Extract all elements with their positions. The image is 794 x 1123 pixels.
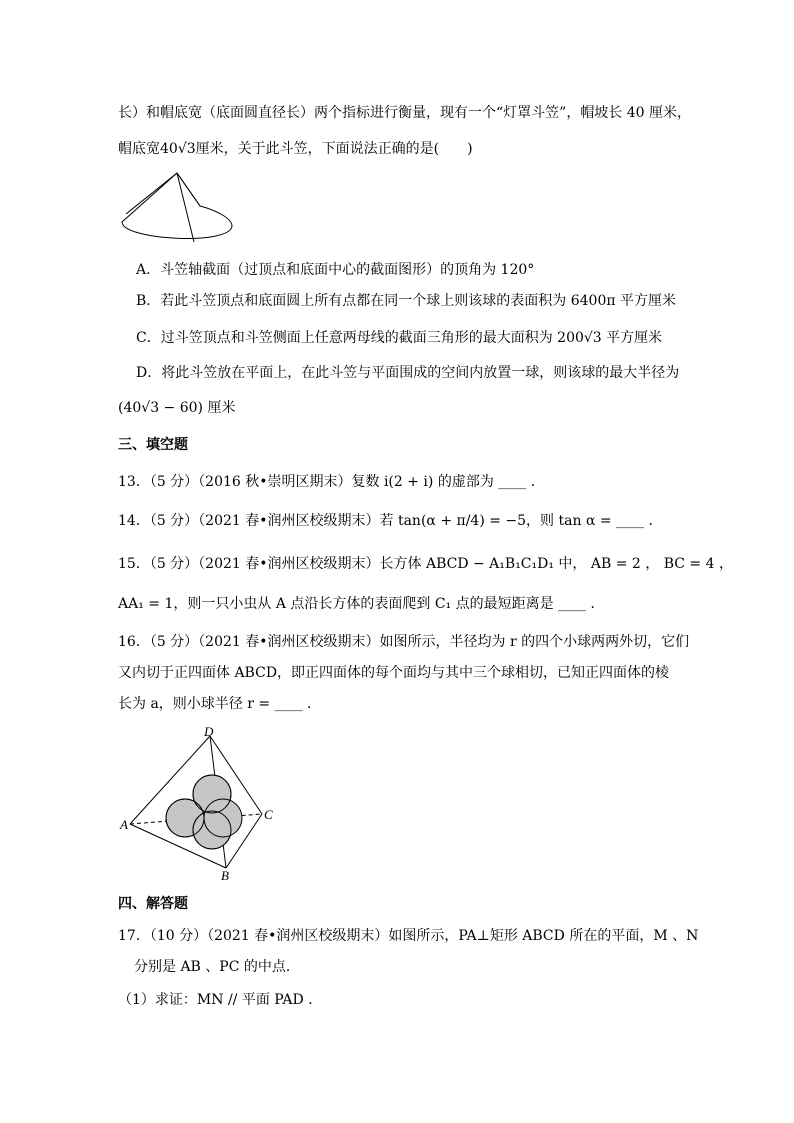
q16-line-2: 又内切于正四面体 ABCD，即正四面体的每个面均与其中三个球相切，已知正四面体的棱 [118,665,670,681]
vertex-label-c: C [264,807,273,822]
q17-line-1: 17．（10 分）（2021 春•润州区校级期末）如图所示，PA⊥矩形 ABCD 所在的平面，M 、N [118,928,699,944]
q15-line-1: 15．（5 分）（2021 春•润州区校级期末）长方体 ABCD − A₁B₁C₁D₁ 中， AB = 2 ， BC = 4 ， [118,556,733,572]
q17-part-1: （1）求证：MN // 平面 PAD ． [118,992,323,1008]
q13: 13．（5 分）（2016 秋•崇明区期末）复数 i(2 + i) 的虚部为 ____ ． [118,474,545,490]
q15-line-2: AA₁ = 1，则一只小虫从 A 点沿长方体的表面爬到 C₁ 点的最短距离是 ____ ． [118,596,605,612]
cone-figure [120,170,240,250]
vertex-label-d: D [204,724,214,739]
q14: 14．（5 分）（2021 春•润州区校级期末）若 tan(α + π/4) = −5，则 tan α = ____ ． [118,513,663,529]
q16-line-3: 长为 a，则小球半径 r = ____ ． [118,696,322,712]
tetrahedron-figure [118,726,278,882]
q12-option-c: C．过斗笠顶点和斗笠侧面上任意两母线的截面三角形的最大面积为 200√3 平方厘米 [136,330,663,346]
q16-line-1: 16．（5 分）（2021 春•润州区校级期末）如图所示，半径均为 r 的四个小球两两外切，它们 [118,634,690,650]
q12-line-1: 长）和帽底宽（底面圆直径长）两个指标进行衡量，现有一个“灯罩斗笠”，帽坡长 40 厘米， [118,105,692,121]
q17-line-2: 分别是 AB 、PC 的中点． [134,959,300,975]
section-heading-fill-in: 三、填空题 [118,437,188,453]
q12-option-b: B．若此斗笠顶点和底面圆上所有点都在同一个球上则该球的表面积为 6400π 平方厘米 [136,293,677,309]
q12-option-a: A．斗笠轴截面（过顶点和底面中心的截面图形）的顶角为 120° [136,262,535,278]
q12-line-2: 帽底宽40√3厘米，关于此斗笠，下面说法正确的是( ) [118,141,473,157]
q12-option-d: D．将此斗笠放在平面上，在此斗笠与平面围成的空间内放置一球，则该球的最大半径为 [136,365,680,381]
q12-option-d-cont: (40√3 − 60) 厘米 [118,400,236,416]
vertex-label-b: B [221,868,229,883]
vertex-label-a: A [120,817,128,832]
section-heading-solutions: 四、解答题 [118,896,188,912]
